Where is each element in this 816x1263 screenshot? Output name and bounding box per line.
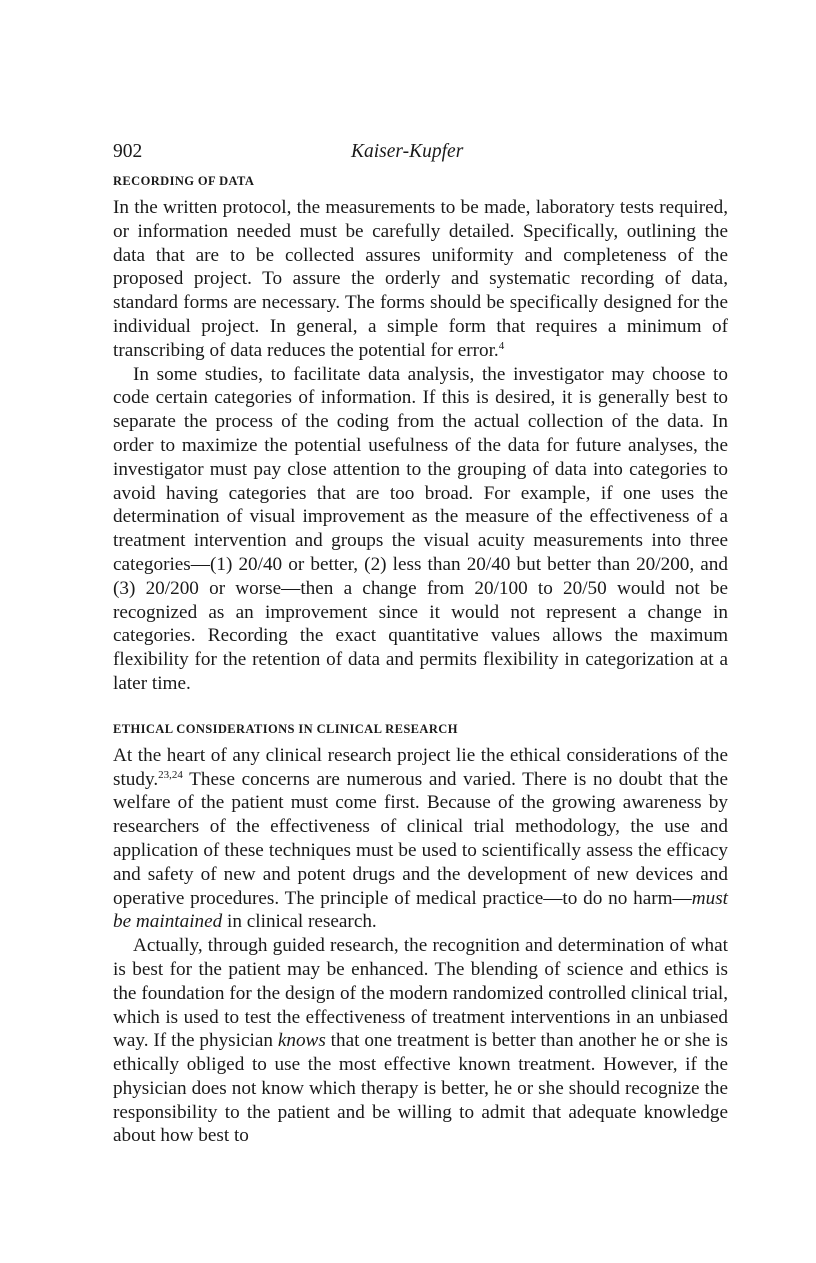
emphasis-text: knows	[277, 1030, 326, 1052]
paragraph-text: At the heart of any clinical research project lie the ethical considerations of the study.	[113, 744, 728, 790]
reference-superscript: 4	[498, 339, 505, 352]
paragraph	[113, 934, 728, 1148]
emphasis-text: must be maintained	[113, 887, 728, 933]
page-header	[113, 138, 728, 166]
reference-superscript: 23,24	[158, 768, 183, 781]
section-heading-recording-of-data: RECORDING OF DATA	[113, 174, 255, 188]
section-heading-ethical-considerations: ETHICAL CONSIDERATIONS IN CLINICAL RESEARCH	[113, 721, 458, 736]
paragraph-text: in clinical research.	[222, 911, 377, 933]
paragraph-text: In the written protocol, the measurements to be made, laboratory tests required, or information needed must be carefully detailed. Specifically, outlining the data that are to be collected assures uniformity and completeness of the proposed project. To assure the orderly and systematic recording of data, standard forms are necessary. The forms should be specifically designed for the individual project. In general, a simple form that requires a minimum of transcribing of data reduces the potential for error.	[113, 197, 728, 361]
paragraph	[113, 744, 728, 934]
paragraph: In some studies, to facilitate data analysis, the investigator may choose to code certain categories of information. If this is desired, it is generally best to separate the process of the coding from the actual collection of the data. In order to maximize the potential usefulness of the data for future analyses, the investigator must pay close attention to the grouping of data into categories to avoid having categories that are too broad. For example, if one uses the determination of visual improvement as the measure of the effectiveness of a treatment intervention and groups the visual acuity measurements into three categories—(1) 20/40 or better, (2) less than 20/40 but better than 20/200, and (3) 20/200 or worse—then a change from 20/100 to 20/50 would not be recognized as an improvement since it would not represent a change in categories. Recording the exact quantitative values allows the maximum flexibility for the retention of data and permits flexibility in categorization at a later time.	[113, 363, 728, 694]
paragraph-text: These concerns are numerous and varied. There is no doubt that the welfare of the patient must come first. Because of the growing awareness by researchers of the effectiveness of clinical trial methodology, the use and application of these techniques must be used to scientifically assess the efficacy and safety of new and potent drugs and the development of new devices and operative procedures. The principle of medical practice—to do no harm—	[113, 768, 728, 909]
paragraph-text: Actually, through guided research, the recognition and determination of what is best for the patient may be enhanced. The blending of science and ethics is the foundation for the design of the modern randomized controlled clinical trial, which is used to test the effectiveness of treatment interventions in an unbiased way. If the physician	[113, 935, 728, 1052]
running-head: Kaiser-Kupfer	[351, 141, 464, 162]
page	[113, 138, 728, 1148]
paragraph-text: that one treatment is better than another he or she is ethically obliged to use the most effective known treatment. However, if the physician does not know which therapy is better, he or she should recognize the responsibility to the patient and be willing to admit that adequate knowledge about how best to	[113, 1030, 728, 1147]
page-number: 902	[113, 141, 143, 162]
paragraph	[113, 196, 728, 363]
